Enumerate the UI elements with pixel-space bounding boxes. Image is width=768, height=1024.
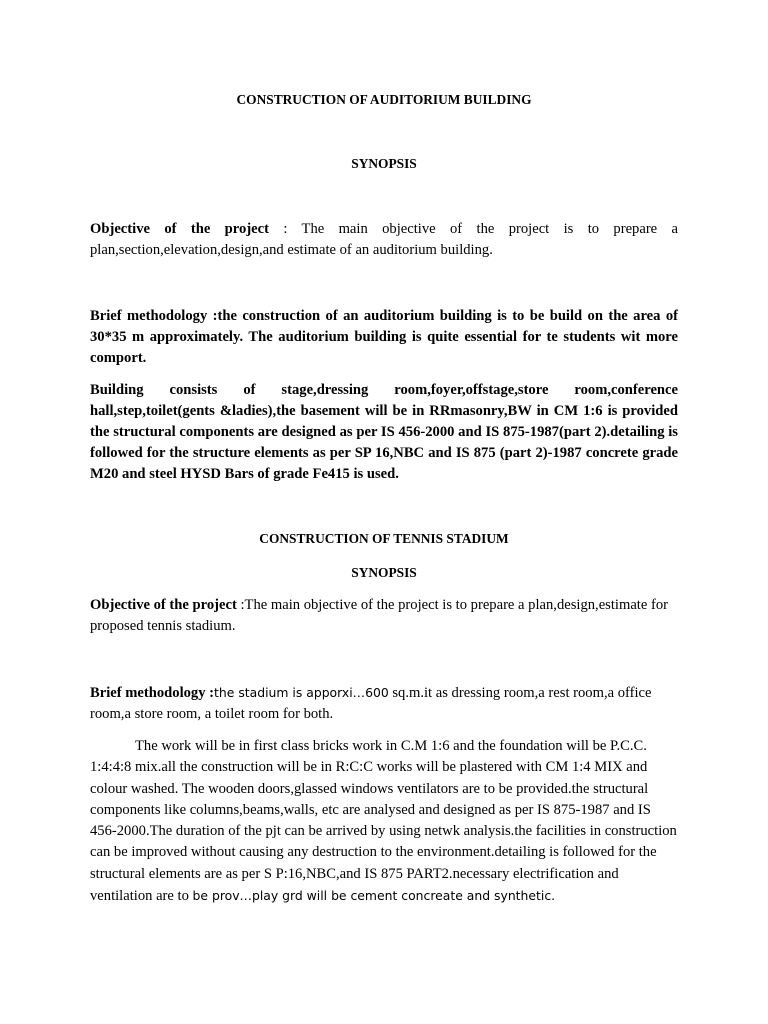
auditorium-objective-label: Objective of the project xyxy=(90,221,269,237)
auditorium-objective-paragraph xyxy=(90,219,678,261)
tennis-methodology-text: sq.m.it as dressing room,a rest room,a office room,a store room, a toilet room for both. xyxy=(90,685,652,722)
tennis-objective-text: :The main objective of the project is to prepare a plan,design,estimate for proposed tennis stadium. xyxy=(90,597,668,634)
tennis-title: CONSTRUCTION OF TENNIS STADIUM xyxy=(259,531,509,546)
tennis-body-sans-text: be prov…play grd will be cement concreate and synthetic. xyxy=(192,888,556,904)
auditorium-methodology-label: Brief methodology xyxy=(90,308,208,324)
tennis-objective-paragraph xyxy=(90,595,678,637)
tennis-body-text: The work will be in first class bricks work in C.M 1:6 and the foundation will be P.C.C. 1:4:4:8 mix.all the construction will be in R:C:C works will be plastered with CM 1:4 MIX and colour washed. The wooden doors,glassed windows ventilators are to be provided.the structural components like columns,beams,walls, etc are analysed and designed as per IS 875-1987 and IS 456-2000.The duration of the pjt can be arrived by using netwk analysis.the facilities in construction can be improved without causing any destruction to the environment.detailing is followed for the structural elements are as per S P:16,NBC,and IS 875 PART2.necessary electrification and ventilation are to xyxy=(90,738,677,905)
auditorium-synopsis-heading: SYNOPSIS xyxy=(351,156,417,171)
tennis-methodology-paragraph xyxy=(90,682,678,725)
tennis-body-paragraph xyxy=(90,736,678,907)
tennis-methodology-sans-text: the stadium is apporxi…600 xyxy=(214,685,389,700)
tennis-methodology-colon: : xyxy=(205,685,215,701)
tennis-synopsis-heading: SYNOPSIS xyxy=(351,565,417,580)
auditorium-building-paragraph: Building consists of stage,dressing room,foyer,offstage,store room,conference hall,step,toilet(gents &ladies),the basement will be in RRmasonry,BW in CM 1:6 is provided the structural components are designed as per IS 456-2000 and IS 875-1987(part 2).detailing is followed for the structure elements as per SP 16,NBC and IS 875 (part 2)-1987 concrete grade M20 and steel HYSD Bars of grade Fe415 is used. xyxy=(90,382,678,482)
auditorium-title: CONSTRUCTION OF AUDITORIUM BUILDING xyxy=(236,92,532,107)
auditorium-methodology-text: :the construction of an auditorium building is to be build on the area of 30*35 m approximately. The auditorium building is quite essential for te students wit more comport. xyxy=(90,308,678,366)
auditorium-objective-text: : The main objective of the project is to prepare a plan,section,elevation,design,and estimate of an auditorium building. xyxy=(90,221,679,258)
tennis-objective-label: Objective of the project xyxy=(90,597,237,613)
auditorium-methodology-paragraph xyxy=(90,306,678,369)
tennis-methodology-label: Brief methodology xyxy=(90,685,206,701)
